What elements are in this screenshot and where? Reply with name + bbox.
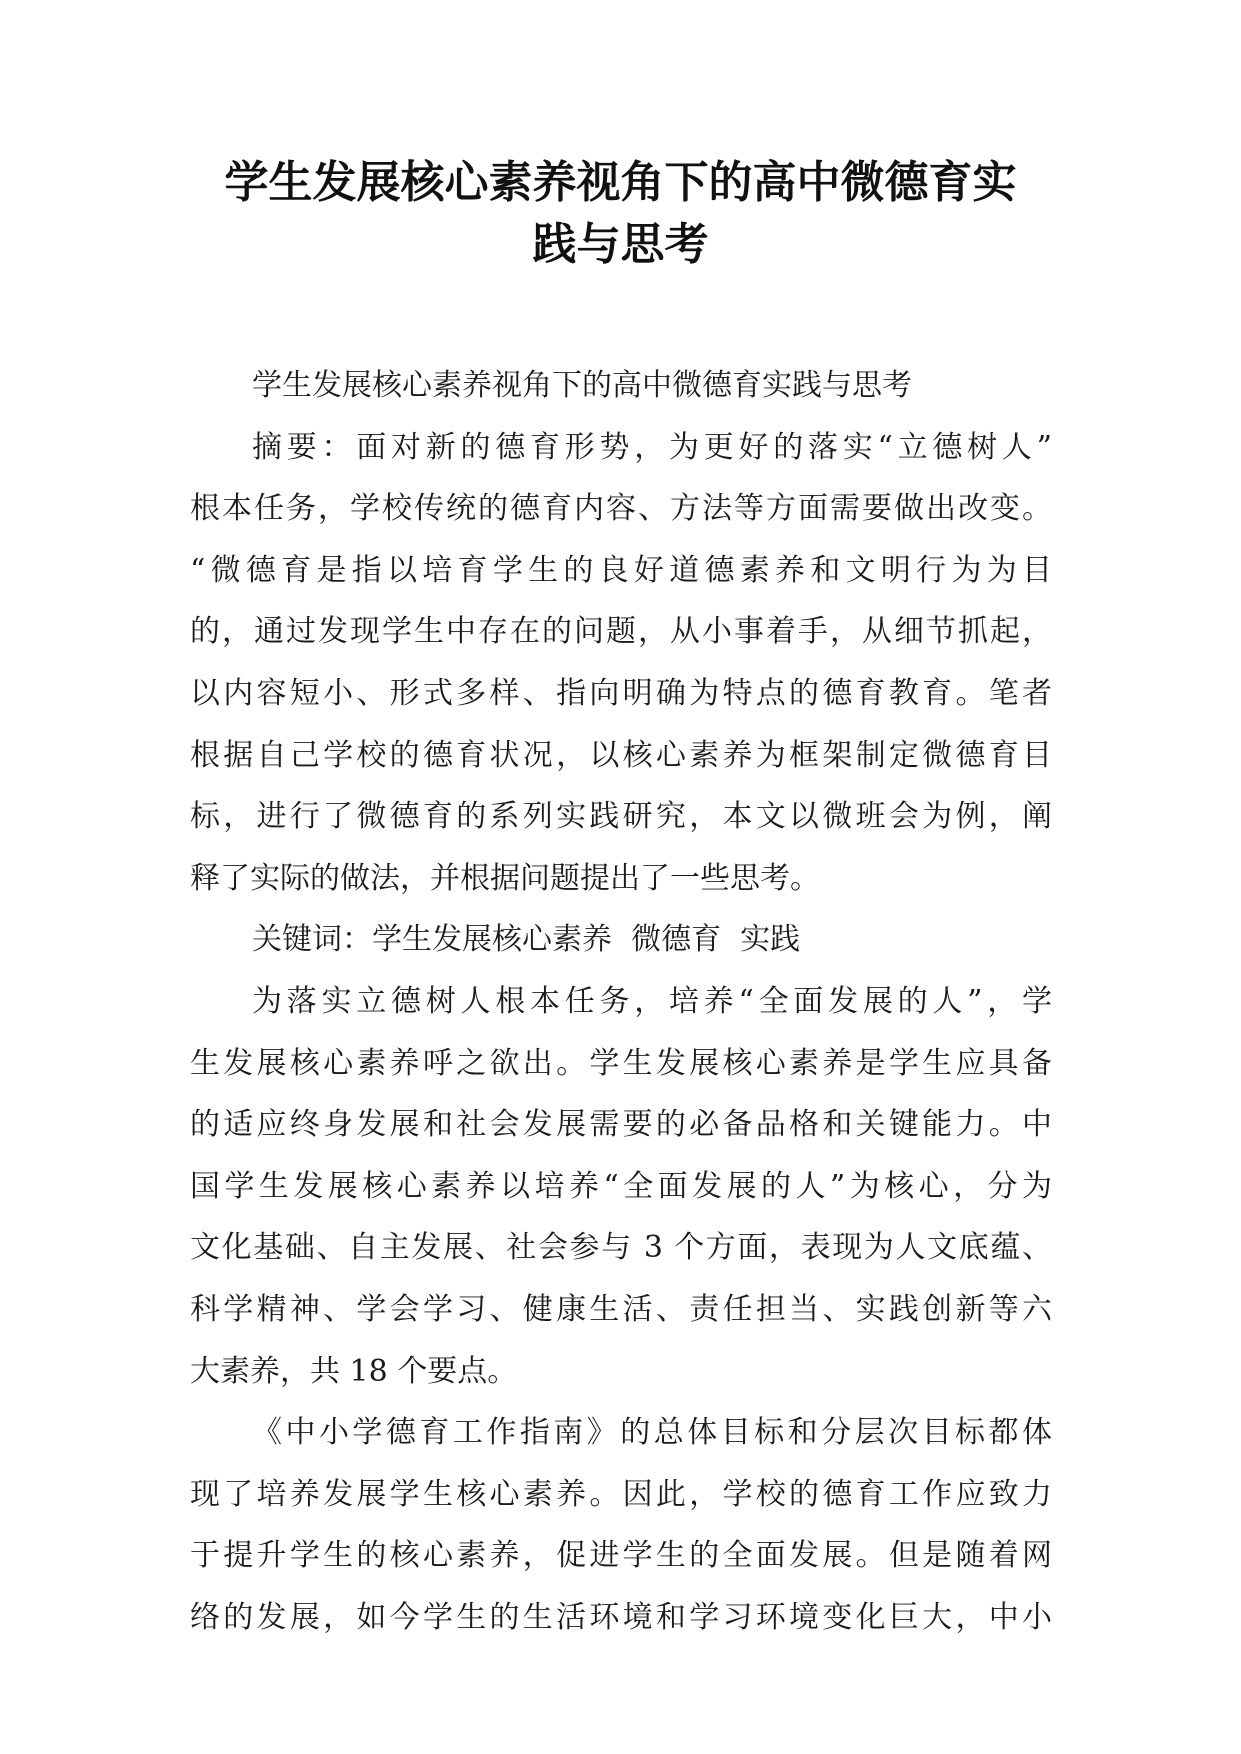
- abstract-line: “微德育是指以培育学生的良好道德素养和文明行为为目: [190, 552, 1052, 588]
- paragraph-line: 大素养，共 18 个要点。: [190, 1353, 518, 1389]
- paragraph-line: 国学生发展核心素养以培养“全面发展的人”为核心，分为: [190, 1168, 1052, 1204]
- title-line: 学生发展核心素养视角下的高中微德育实: [224, 157, 1017, 208]
- abstract-line: 根本任务，学校传统的德育内容、方法等方面需要做出改变。: [190, 491, 1052, 527]
- title-line: 践与思考: [532, 219, 709, 270]
- subtitle-line: 学生发展核心素养视角下的高中微德育实践与思考: [252, 368, 912, 403]
- abstract-line: 根据自己学校的德育状况，以核心素养为框架制定微德育目: [190, 737, 1052, 773]
- abstract-line: 摘要：面对新的德育形势，为更好的落实“立德树人”: [252, 429, 1052, 465]
- paragraph-line: 科学精神、学会学习、健康生活、责任担当、实践创新等六: [190, 1291, 1052, 1327]
- paragraph-line: 的适应终身发展和社会发展需要的必备品格和关键能力。中: [190, 1107, 1052, 1143]
- paragraph-line: 于提升学生的核心素养，促进学生的全面发展。但是随着网: [190, 1538, 1052, 1574]
- keywords-line: 关键词：学生发展核心素养 微德育 实践: [252, 922, 801, 958]
- paragraph-line: 为落实立德树人根本任务，培养“全面发展的人”，学: [252, 983, 1052, 1019]
- document-body: [190, 355, 1052, 1648]
- document-title: [150, 152, 1091, 276]
- paragraph-line: 《中小学德育工作指南》的总体目标和分层次目标都体: [252, 1415, 1052, 1451]
- paragraph-line: 文化基础、自主发展、社会参与 3 个方面，表现为人文底蕴、: [190, 1230, 1052, 1266]
- paragraph-line: 现了培养发展学生核心素养。因此，学校的德育工作应致力: [190, 1476, 1052, 1512]
- abstract-line: 的，通过发现学生中存在的问题，从小事着手，从细节抓起，: [190, 614, 1052, 650]
- abstract-line: 释了实际的做法，并根据问题提出了一些思考。: [190, 860, 820, 896]
- abstract-line: 以内容短小、形式多样、指向明确为特点的德育教育。笔者: [190, 675, 1052, 711]
- paragraph-line: 生发展核心素养呼之欲出。学生发展核心素养是学生应具备: [190, 1045, 1052, 1081]
- abstract-line: 标，进行了微德育的系列实践研究，本文以微班会为例，阐: [190, 799, 1052, 835]
- paragraph-line: 络的发展，如今学生的生活环境和学习环境变化巨大，中小: [190, 1599, 1052, 1635]
